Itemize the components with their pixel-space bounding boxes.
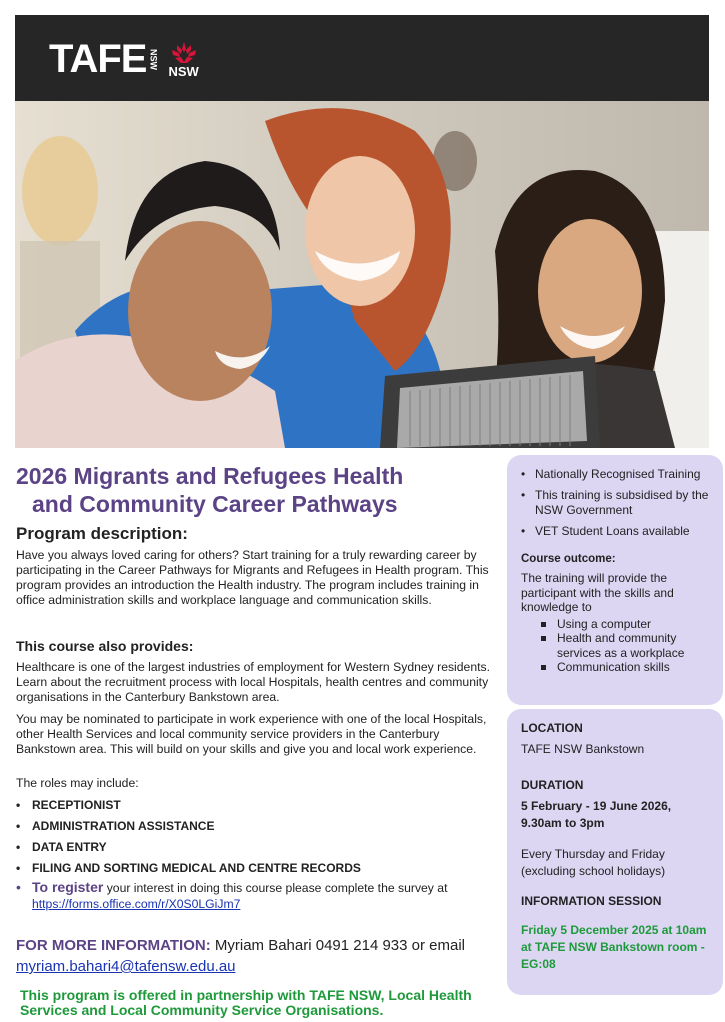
tafe-nsw-logo[interactable] (49, 39, 199, 79)
register-text: your interest in doing this course please complete the survey at (103, 881, 448, 895)
roles-list (16, 797, 496, 881)
list-item: • VET Student Loans available (521, 524, 713, 539)
info-session-heading: INFORMATION SESSION (521, 894, 662, 908)
course-provides-heading: This course also provides: (16, 638, 194, 654)
register-lead: To register (32, 879, 104, 895)
list-item: • This training is subsidised by the NSW Government (521, 488, 713, 518)
course-outcome-text: The training will provide the participant with the skills and knowledge to (521, 571, 674, 614)
logo-text: TAFE (49, 37, 147, 81)
duration-days: Every Thursday and Friday (excluding school holidays) (521, 847, 666, 878)
course-details-box (507, 709, 723, 995)
waratah-label: NSW (168, 64, 199, 79)
program-description-text: Have you always loved caring for others? Start training for a truly rewarding career by participating in the Career Pathways for Migrants and Refugees in Health program. This program provides an introduction the Health industry. The program includes training in office administration skills and workplace language and communication skills. (16, 548, 489, 607)
course-features-box (507, 455, 723, 705)
partnership-note: This program is offered in partnership with TAFE NSW, Local Health Services and Local Community Service Organisations. (20, 987, 472, 1018)
logo-nsw-small: NSW (148, 48, 159, 70)
outcome-list (521, 617, 713, 675)
location-value: TAFE NSW Bankstown (521, 742, 645, 756)
register-item (16, 879, 496, 912)
provides-paragraph-1: Healthcare is one of the largest industries of employment for Western Sydney residents. Learn about the recruitment process with local Hospitals, health centres and community organisations in the Canterbury Bankstown area. (16, 660, 490, 704)
header-banner (15, 15, 709, 101)
list-item: • Nationally Recognised Training (521, 467, 713, 482)
duration-heading: DURATION (521, 778, 584, 792)
list-item: • RECEPTIONIST (16, 797, 496, 818)
course-title (16, 462, 496, 518)
duration-times: 9.30am to 3pm (521, 816, 605, 830)
survey-link[interactable]: https://forms.office.com/r/X0S0LGiJm7 (32, 897, 241, 911)
list-item: Communication skills (521, 660, 713, 675)
provides-paragraph-2: You may be nominated to participate in work experience with one of the local Hospitals, other Health Services and local community service providers in the Canterbury Bankstown area. This will build on your skills and give you and local work experience. (16, 712, 487, 756)
waratah-logo (168, 40, 198, 78)
hero-photo (15, 101, 709, 448)
list-item: • ADMINISTRATION ASSISTANCE (16, 818, 496, 839)
list-item: Health and community services as a workplace (521, 631, 713, 660)
more-info-text: Myriam Bahari 0491 214 933 or email (210, 937, 465, 954)
list-item: • DATA ENTRY (16, 839, 496, 860)
roles-intro: The roles may include: (16, 776, 139, 790)
contact-email-link[interactable]: myriam.bahari4@tafensw.edu.au (16, 958, 236, 975)
features-list (521, 467, 713, 539)
duration-dates: 5 February - 19 June 2026, (521, 799, 672, 813)
students-at-computers-image (15, 101, 709, 448)
info-session-details: Friday 5 December 2025 at 10am at TAFE NSW Bankstown room - EG:08 (521, 923, 707, 971)
list-item: Using a computer (521, 617, 713, 632)
list-item: • FILING AND SORTING MEDICAL AND CENTRE RECORDS (16, 860, 496, 881)
waratah-icon (169, 40, 199, 64)
more-info-label: FOR MORE INFORMATION: (16, 937, 211, 954)
program-description-heading: Program description: (16, 524, 188, 543)
location-heading: LOCATION (521, 721, 583, 735)
course-outcome-heading: Course outcome: (521, 553, 616, 565)
course-title-line2: and Community Career Pathways (32, 491, 398, 517)
more-info (16, 935, 496, 977)
course-title-line1: 2026 Migrants and Refugees Health (16, 463, 404, 489)
